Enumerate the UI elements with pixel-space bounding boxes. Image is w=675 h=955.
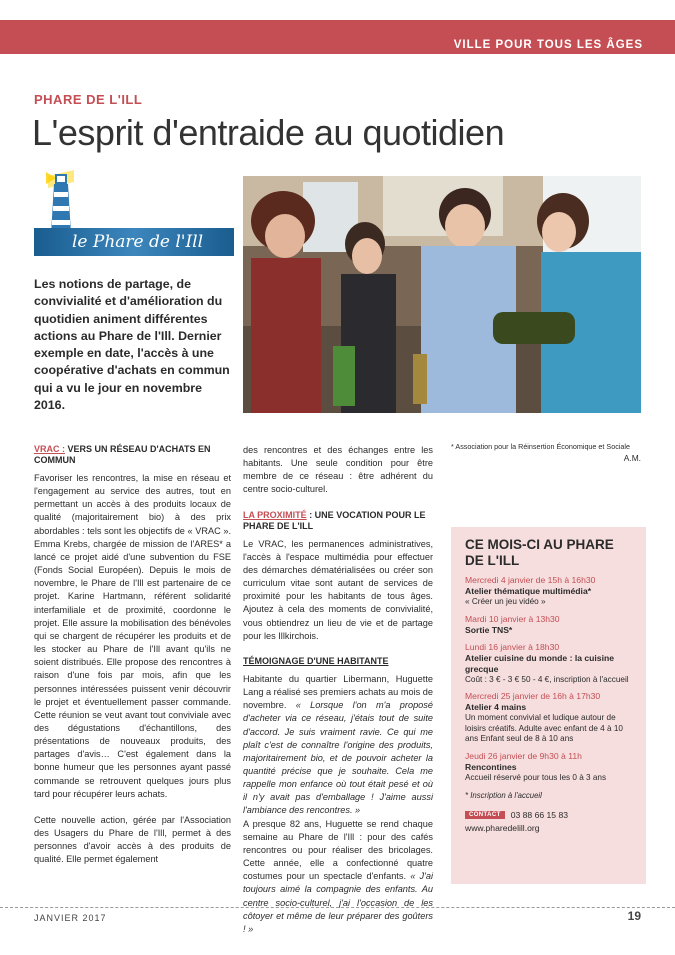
event-detail: Accueil réservé pour tous les 0 à 3 ans xyxy=(465,772,607,782)
event-date: Mercredi 25 janvier de 16h à 17h30 xyxy=(465,691,601,701)
author-signature: A.M. xyxy=(623,453,641,463)
issue-date: JANVIER 2017 xyxy=(34,913,107,923)
website-link[interactable]: www.pharedelill.org xyxy=(465,823,540,833)
temoignage-paragraph-2: A presque 82 ans, Huguette se rend chaque semaine au Phare de l'Ill : pour des cafés rencontres ou pour réaliser des bricolages. Cette année, elle a confectionné quatre costumes pour un spectacle d'enfants. « J'ai toujours aimé la compagnie des enfants. Au centre socio-culturel, j'ai l'occasion de les côtoyer et même de leur préparer des goûters ! » xyxy=(243,818,433,934)
temoignage-paragraph-1: Habitante du quartier Libermann, Huguette Lang a réalisé ses premiers achats au mois de novembre. « Lorsque l'on m'a proposé d'acheter via ce réseau, j'étais tout de suite d'accord. Je suis vraiment ravie. Ce qui me plaît c'est de connaître l'origine des produits, majoritairement bio, et de pouvoir acheter la quantité précise que je souhaite. Cela me rappelle mon enfance où tout était pesé et où il n'y avait pas d'emballage ! J'aime aussi l'ambiance des rencontres. » xyxy=(243,673,433,816)
event-item xyxy=(465,575,632,608)
event-item xyxy=(465,691,632,745)
contact-row xyxy=(465,810,632,820)
event-date: Jeudi 26 janvier de 9h30 à 11h xyxy=(465,750,582,761)
event-title: Atelier 4 mains xyxy=(465,702,527,712)
article-title: L'esprit d'entraide au quotidien xyxy=(32,112,505,153)
logo-text: le Phare de l'Ill xyxy=(72,232,204,252)
photo-illustration xyxy=(243,176,641,413)
event-title: Atelier thématique multimédia* xyxy=(465,586,592,596)
article-column-1 xyxy=(34,444,231,867)
event-detail: Coût : 3 € - 3 € 50 - 4 €, inscription à l'accueil xyxy=(465,674,629,684)
registration-note: * Inscription à l'accueil xyxy=(465,791,542,800)
event-item xyxy=(465,751,632,784)
event-date: Mardi 10 janvier à 13h30 xyxy=(465,613,560,624)
footnote: * Association pour la Réinsertion Économique et Sociale xyxy=(451,442,630,451)
article-column-3 xyxy=(451,442,641,465)
event-detail: Un moment convivial et ludique autour de loisirs créatifs. Adulte avec enfant de 4 à 10 ans Enfant seul de 8 à 10 ans xyxy=(465,713,623,743)
contact-badge: CONTACT xyxy=(465,811,505,819)
section-heading-proximite: LA PROXIMITÉ : UNE VOCATION POUR LE PHARE DE L'ILL xyxy=(243,509,426,531)
events-box xyxy=(451,527,646,884)
vrac-paragraph-2-start: Cette nouvelle action, gérée par l'Association des Usagers du Phare de l'Ill, permet à des personnes d'avoir accès à des produits de qualité. Elle permet également xyxy=(34,814,231,865)
events-box-title: CE MOIS-CI AU PHARE DE L'ILL xyxy=(465,537,614,568)
page-number: 19 xyxy=(627,909,641,923)
event-title: Rencontines xyxy=(465,761,517,772)
event-title: Atelier cuisine du monde : la cuisine grecque xyxy=(465,652,614,674)
section-heading-temoignage: TÉMOIGNAGE D'UNE HABITANTE xyxy=(243,655,389,666)
footer-divider xyxy=(0,907,675,908)
article-column-2 xyxy=(243,444,433,936)
group-photo xyxy=(243,176,641,413)
event-date: Mercredi 4 janvier de 15h à 16h30 xyxy=(465,575,596,585)
vrac-paragraph-2-end: des rencontres et des échanges entre les habitants. Une seule condition pour être membre de ce réseau : être adhérent du centre socio-culturel. xyxy=(243,445,433,495)
event-item xyxy=(465,614,632,636)
vrac-paragraph-1: Favoriser les rencontres, la mise en réseau et l'engagement au service des autres, tout en permettant un accès à des produits locaux de qualité (majoritairement bio) à des prix abordables : tels sont les objectifs de « VRAC ». Emma Krebs, chargée de mission de l'ARES* a lancé ce projet aidé d'une subvention du FSE (Fonds Social Européen). Depuis le mois de novembre, le Phare de l'Ill est partenaire de ce projet. Karine Hartmann, référent solidarité interfamiliale et de proximité, coordonne le projet. Elle assure la mobilisation des bénévoles qui se chargent de récupérer les produits et de les stocker au Phare de l'Ill avant qu'ils ne soient distribués. Elle propose des rencontres à raison d'une fois par mois, afin que les personnes intéressées puissent venir découvrir le projet et éventuellement passer commande. Cette réunion se veut avant tout conviviale avec des dégustations d'échantillons, des présentations de nouveaux produits, des partages d'avis… C'est également dans la bonne humeur que les personnes ayant passé commande se retrouvent quelques jours plus tard pour récupérer leurs achats. xyxy=(34,473,231,799)
event-item xyxy=(465,642,632,686)
phare-logo xyxy=(34,160,234,262)
proximite-paragraph: Le VRAC, les permanences administratives, l'accès à l'espace multimédia pour effectuer des démarches dématérialisées ou créer son curriculum vitae sont autant de services de proximité pour les habitants de tous âges. Ajoutez à cela des moments de convivialité, vous obtiendrez un lieu de vie et de partage pour les Illkirchois. xyxy=(243,538,433,641)
article-kicker: PHARE DE L'ILL xyxy=(34,92,143,107)
event-date: Lundi 16 janvier à 18h30 xyxy=(465,641,560,652)
event-detail: « Créer un jeu vidéo » xyxy=(465,597,546,606)
section-heading-vrac: VRAC : VERS UN RÉSEAU D'ACHATS EN COMMUN xyxy=(34,444,211,465)
article-lede: Les notions de partage, de convivialité et d'amélioration du quotidien animent différentes actions au Phare de l'Ill. Dernier exemple en date, l'accès à une coopérative d'achats en commun qui a vu le jour en novembre 2016. xyxy=(34,277,230,413)
section-label: VILLE POUR TOUS LES ÂGES xyxy=(453,39,643,51)
contact-phone[interactable]: 03 88 66 15 83 xyxy=(510,810,569,820)
event-title: Sortie TNS* xyxy=(465,624,513,635)
